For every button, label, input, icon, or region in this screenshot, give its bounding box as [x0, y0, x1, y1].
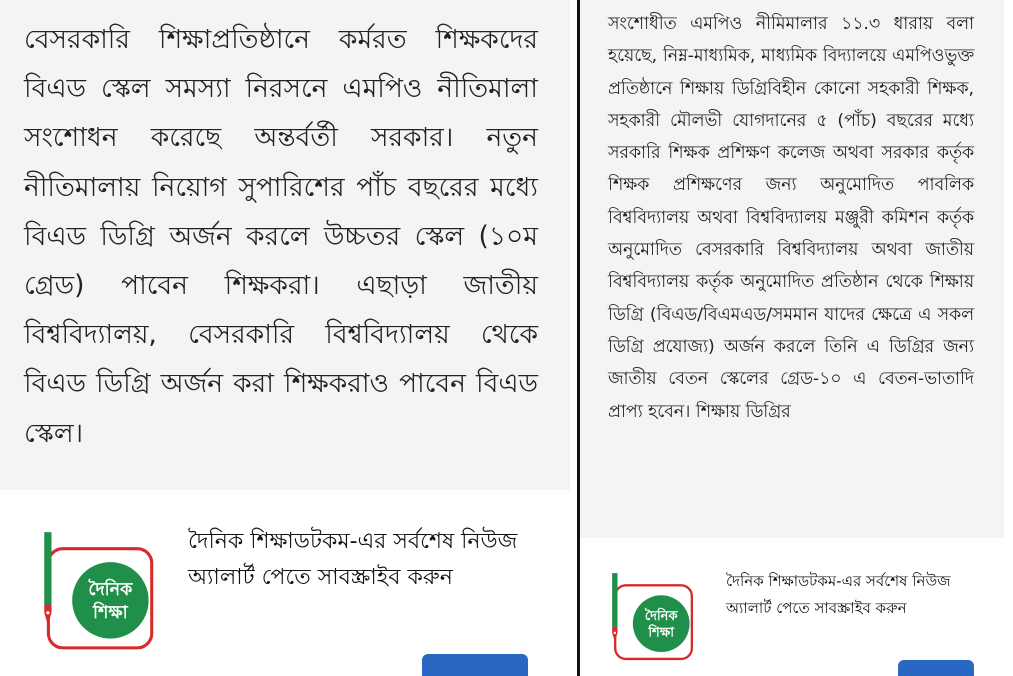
logo-line-2: শিক্ষা — [648, 625, 675, 641]
promo-text: দৈনিক শিক্ষাডটকম-এর সর্বশেষ নিউজ অ্যালার্ট পেতে সাবস্ক্রাইব করুন — [188, 529, 518, 590]
right-screenshot-panel — [580, 0, 1013, 676]
dainik-shiksha-logo-icon — [36, 528, 160, 652]
right-article-text: সংশোধীত এমপিও নীমিমালার ১১.৩ ধারায় বলা হয়েছে, নিম্ন-মাধ্যমিক, মাধ্যমিক বিদ্যালয়ে এমপিওভুক্ত প্রতিষ্ঠানে শিক্ষায় ডিগ্রিবিহীন কোনো সহকারী শিক্ষক, সহকারী মৌলভী যোগদানের ৫ (পাঁচ) বছরের মধ্যে সরকারি শিক্ষক প্রশিক্ষণ কলেজ অথবা সরকার কর্তৃক শিক্ষক প্রশিক্ষণের জন্য অনুমোদিত পাবলিক বিশ্ববিদ্যালয় অথবা বিশ্ববিদ্যালয় মঞ্জুরী কমিশন কর্তৃক অনুমোদিত বেসরকারি বিশ্ববিদ্যালয় অথবা জাতীয় বিশ্ববিদ্যালয় কর্তৃক অনুমোদিত প্রতিষ্ঠান থেকে শিক্ষায় ডিগ্রি (বিএড/বিএমএড/সমমান যাদের ক্ষেত্রে এ সকল ডিগ্রি প্রযোজ্য) অর্জন করলে তিনি এ ডিগ্রির জন্য জাতীয় বেতন স্কেলের গ্রেড-১০ এ বেতন-ভাতাদি প্রাপ্য হবেন। শিক্ষায় ডিগ্রির — [608, 14, 974, 422]
subscribe-button[interactable] — [898, 660, 974, 676]
dainik-shiksha-logo-icon — [606, 570, 698, 662]
subscribe-promo-right — [580, 548, 1013, 676]
logo-line-2: শিক্ষা — [93, 602, 128, 623]
left-article-text: বেসরকারি শিক্ষাপ্রতিষ্ঠানে কর্মরত শিক্ষকদের বিএড স্কেল সমস্যা নিরসনে এমপিও নীতিমালা সংশোধন করেছে অন্তর্বর্তী সরকার। নতুন নীতিমালায় নিয়োগ সুপারিশের পাঁচ বছরের মধ্যে বিএড ডিগ্রি অর্জন করলে উচ্চতর স্কেল (১০ম গ্রেড) পাবেন শিক্ষকরা। এছাড়া জাতীয় বিশ্ববিদ্যালয়, বেসরকারি বিশ্ববিদ্যালয় থেকে বিএড ডিগ্রি অর্জন করা শিক্ষকরাও পাবেন বিএড স্কেল। — [24, 24, 538, 449]
subscribe-button[interactable] — [422, 654, 528, 676]
promo-text: দৈনিক শিক্ষাডটকম-এর সর্বশেষ নিউজ অ্যালার্ট পেতে সাবস্ক্রাইব করুন — [726, 572, 951, 617]
subscribe-promo-left — [0, 500, 577, 676]
logo-line-1: দৈনিক — [644, 608, 678, 624]
logo-line-1: দৈনিক — [88, 580, 133, 601]
left-article-block — [0, 0, 570, 490]
right-article-block — [580, 0, 1004, 538]
